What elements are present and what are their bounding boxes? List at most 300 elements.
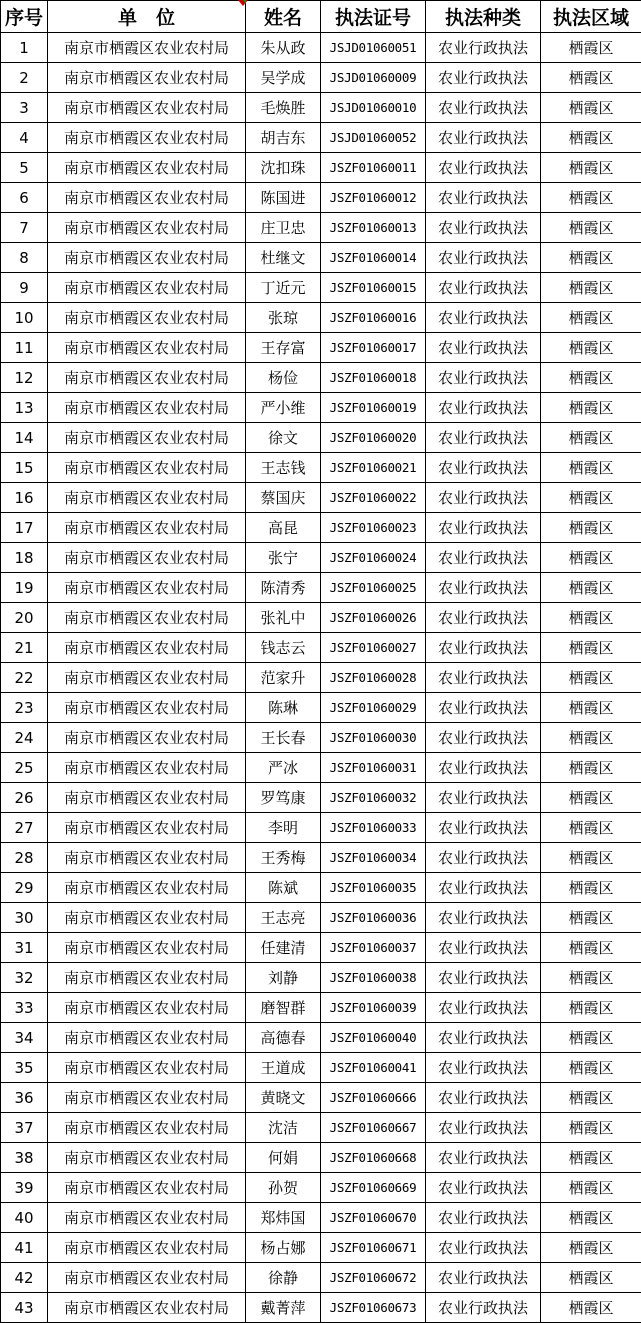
cell-type[interactable]: 农业行政执法	[426, 153, 541, 183]
cell-type[interactable]: 农业行政执法	[426, 333, 541, 363]
cell-index[interactable]: 30	[1, 903, 48, 933]
cell-area[interactable]: 栖霞区	[541, 363, 641, 393]
cell-index[interactable]: 5	[1, 153, 48, 183]
cell-unit[interactable]: 南京市栖霞区农业农村局	[48, 423, 246, 453]
cell-name[interactable]: 磨智群	[246, 993, 321, 1023]
cell-name[interactable]: 刘静	[246, 963, 321, 993]
cell-area[interactable]: 栖霞区	[541, 273, 641, 303]
cell-type[interactable]: 农业行政执法	[426, 1143, 541, 1173]
cell-area[interactable]: 栖霞区	[541, 573, 641, 603]
table-row	[1, 783, 641, 813]
cell-name[interactable]: 朱从政	[246, 33, 321, 63]
cell-cert-no[interactable]: JSZF01060028	[321, 663, 426, 693]
cell-name[interactable]: 丁近元	[246, 273, 321, 303]
cell-unit[interactable]: 南京市栖霞区农业农村局	[48, 1053, 246, 1083]
table-row	[1, 1023, 641, 1053]
cell-type[interactable]: 农业行政执法	[426, 453, 541, 483]
cell-area[interactable]: 栖霞区	[541, 843, 641, 873]
cell-unit[interactable]: 南京市栖霞区农业农村局	[48, 1113, 246, 1143]
table-row	[1, 993, 641, 1023]
cell-area[interactable]: 栖霞区	[541, 333, 641, 363]
cell-flag-icon	[243, 0, 246, 4]
cell-type[interactable]: 农业行政执法	[426, 183, 541, 213]
cell-type[interactable]: 农业行政执法	[426, 93, 541, 123]
cell-cert-no[interactable]: JSZF01060022	[321, 483, 426, 513]
header-name[interactable]: 姓名	[246, 1, 321, 33]
cell-cert-no[interactable]: JSZF01060670	[321, 1203, 426, 1233]
cell-name[interactable]: 王秀梅	[246, 843, 321, 873]
cell-area[interactable]: 栖霞区	[541, 603, 641, 633]
cell-area[interactable]: 栖霞区	[541, 33, 641, 63]
cell-unit[interactable]: 南京市栖霞区农业农村局	[48, 1023, 246, 1053]
cell-area[interactable]: 栖霞区	[541, 813, 641, 843]
cell-type[interactable]: 农业行政执法	[426, 633, 541, 663]
table-row	[1, 93, 641, 123]
cell-area[interactable]: 栖霞区	[541, 423, 641, 453]
table-row	[1, 1293, 641, 1323]
cell-area[interactable]: 栖霞区	[541, 693, 641, 723]
cell-area[interactable]: 栖霞区	[541, 633, 641, 663]
cell-type[interactable]: 农业行政执法	[426, 933, 541, 963]
cell-name[interactable]: 黄晓文	[246, 1083, 321, 1113]
table-row	[1, 663, 641, 693]
table-row	[1, 1083, 641, 1113]
table-row	[1, 1053, 641, 1083]
cell-cert-no[interactable]: JSZF01060030	[321, 723, 426, 753]
cell-area[interactable]: 栖霞区	[541, 1053, 641, 1083]
cell-index[interactable]: 3	[1, 93, 48, 123]
table-row	[1, 453, 641, 483]
cell-index[interactable]: 33	[1, 993, 48, 1023]
cell-cert-no[interactable]: JSZF01060024	[321, 543, 426, 573]
cell-name[interactable]: 任建清	[246, 933, 321, 963]
cell-unit[interactable]: 南京市栖霞区农业农村局	[48, 663, 246, 693]
table-row	[1, 603, 641, 633]
cell-area[interactable]: 栖霞区	[541, 1203, 641, 1233]
cell-name[interactable]: 徐静	[246, 1263, 321, 1293]
cell-area[interactable]: 栖霞区	[541, 393, 641, 423]
cell-area[interactable]: 栖霞区	[541, 513, 641, 543]
cell-type[interactable]: 农业行政执法	[426, 603, 541, 633]
cell-index[interactable]: 17	[1, 513, 48, 543]
cell-index[interactable]: 21	[1, 633, 48, 663]
cell-index[interactable]: 18	[1, 543, 48, 573]
cell-name[interactable]: 李明	[246, 813, 321, 843]
cell-unit[interactable]: 南京市栖霞区农业农村局	[48, 183, 246, 213]
cell-unit[interactable]: 南京市栖霞区农业农村局	[48, 1233, 246, 1263]
cell-name[interactable]: 张宁	[246, 543, 321, 573]
cell-cert-no[interactable]: JSZF01060038	[321, 963, 426, 993]
table-row	[1, 363, 641, 393]
cell-name[interactable]: 严冰	[246, 753, 321, 783]
cell-unit[interactable]: 南京市栖霞区农业农村局	[48, 1293, 246, 1323]
cell-area[interactable]: 栖霞区	[541, 663, 641, 693]
cell-type[interactable]: 农业行政执法	[426, 963, 541, 993]
cell-area[interactable]: 栖霞区	[541, 1233, 641, 1263]
cell-area[interactable]: 栖霞区	[541, 1173, 641, 1203]
cell-area[interactable]: 栖霞区	[541, 933, 641, 963]
table-row	[1, 813, 641, 843]
cell-type[interactable]: 农业行政执法	[426, 303, 541, 333]
table-row	[1, 243, 641, 273]
cell-type[interactable]: 农业行政执法	[426, 1233, 541, 1263]
cell-index[interactable]: 39	[1, 1173, 48, 1203]
cell-index[interactable]: 6	[1, 183, 48, 213]
header-area[interactable]: 执法区域	[541, 1, 641, 33]
cell-cert-no[interactable]: JSZF01060011	[321, 153, 426, 183]
header-unit[interactable]: 单 位	[48, 1, 246, 33]
table-row	[1, 123, 641, 153]
cell-area[interactable]: 栖霞区	[541, 1023, 641, 1053]
cell-index[interactable]: 20	[1, 603, 48, 633]
cell-type[interactable]: 农业行政执法	[426, 513, 541, 543]
cell-area[interactable]: 栖霞区	[541, 93, 641, 123]
cell-index[interactable]: 25	[1, 753, 48, 783]
cell-unit[interactable]: 南京市栖霞区农业农村局	[48, 543, 246, 573]
cell-unit[interactable]: 南京市栖霞区农业农村局	[48, 333, 246, 363]
cell-index[interactable]: 24	[1, 723, 48, 753]
cell-name[interactable]: 杜继文	[246, 243, 321, 273]
cell-name[interactable]: 何娟	[246, 1143, 321, 1173]
cell-area[interactable]: 栖霞区	[541, 453, 641, 483]
cell-name[interactable]: 王志亮	[246, 903, 321, 933]
cell-index[interactable]: 9	[1, 273, 48, 303]
cell-index[interactable]: 42	[1, 1263, 48, 1293]
cell-cert-no[interactable]: JSZF01060036	[321, 903, 426, 933]
cell-area[interactable]: 栖霞区	[541, 303, 641, 333]
cell-index[interactable]: 2	[1, 63, 48, 93]
cell-unit[interactable]: 南京市栖霞区农业农村局	[48, 873, 246, 903]
cell-type[interactable]: 农业行政执法	[426, 783, 541, 813]
cell-type[interactable]: 农业行政执法	[426, 813, 541, 843]
cell-cert-no[interactable]: JSZF01060668	[321, 1143, 426, 1173]
cell-name[interactable]: 蔡国庆	[246, 483, 321, 513]
cell-cert-no[interactable]: JSJD01060051	[321, 33, 426, 63]
header-cert-no[interactable]: 执法证号	[321, 1, 426, 33]
cell-type[interactable]: 农业行政执法	[426, 1053, 541, 1083]
cell-index[interactable]: 26	[1, 783, 48, 813]
cell-index[interactable]: 41	[1, 1233, 48, 1263]
cell-unit[interactable]: 南京市栖霞区农业农村局	[48, 63, 246, 93]
cell-unit[interactable]: 南京市栖霞区农业农村局	[48, 933, 246, 963]
table-row	[1, 903, 641, 933]
table-row	[1, 333, 641, 363]
cell-cert-no[interactable]: JSZF01060031	[321, 753, 426, 783]
cell-area[interactable]: 栖霞区	[541, 783, 641, 813]
cell-cert-no[interactable]: JSZF01060041	[321, 1053, 426, 1083]
cell-type[interactable]: 农业行政执法	[426, 123, 541, 153]
cell-unit[interactable]: 南京市栖霞区农业农村局	[48, 483, 246, 513]
cell-type[interactable]: 农业行政执法	[426, 423, 541, 453]
cell-type[interactable]: 农业行政执法	[426, 993, 541, 1023]
cell-cert-no[interactable]: JSZF01060015	[321, 273, 426, 303]
cell-index[interactable]: 37	[1, 1113, 48, 1143]
cell-name[interactable]: 徐文	[246, 423, 321, 453]
cell-area[interactable]: 栖霞区	[541, 873, 641, 903]
cell-name[interactable]: 王道成	[246, 1053, 321, 1083]
cell-cert-no[interactable]: JSZF01060673	[321, 1293, 426, 1323]
cell-index[interactable]: 29	[1, 873, 48, 903]
cell-area[interactable]: 栖霞区	[541, 183, 641, 213]
cell-name[interactable]: 沈洁	[246, 1113, 321, 1143]
cell-index[interactable]: 40	[1, 1203, 48, 1233]
cell-unit[interactable]: 南京市栖霞区农业农村局	[48, 363, 246, 393]
table-row	[1, 1203, 641, 1233]
cell-unit[interactable]: 南京市栖霞区农业农村局	[48, 33, 246, 63]
cell-type[interactable]: 农业行政执法	[426, 903, 541, 933]
cell-unit[interactable]: 南京市栖霞区农业农村局	[48, 603, 246, 633]
cell-name[interactable]: 陈斌	[246, 873, 321, 903]
cell-unit[interactable]: 南京市栖霞区农业农村局	[48, 93, 246, 123]
cell-cert-no[interactable]: JSZF01060034	[321, 843, 426, 873]
cell-index[interactable]: 28	[1, 843, 48, 873]
cell-name[interactable]: 毛焕胜	[246, 93, 321, 123]
cell-unit[interactable]: 南京市栖霞区农业农村局	[48, 1143, 246, 1173]
cell-cert-no[interactable]: JSZF01060017	[321, 333, 426, 363]
cell-type[interactable]: 农业行政执法	[426, 63, 541, 93]
table-row	[1, 393, 641, 423]
cell-name[interactable]: 沈扣珠	[246, 153, 321, 183]
cell-index[interactable]: 12	[1, 363, 48, 393]
cell-cert-no[interactable]: JSZF01060033	[321, 813, 426, 843]
cell-type[interactable]: 农业行政执法	[426, 573, 541, 603]
cell-area[interactable]: 栖霞区	[541, 1293, 641, 1323]
cell-index[interactable]: 13	[1, 393, 48, 423]
cell-name[interactable]: 王长春	[246, 723, 321, 753]
cell-name[interactable]: 陈清秀	[246, 573, 321, 603]
cell-type[interactable]: 农业行政执法	[426, 243, 541, 273]
cell-area[interactable]: 栖霞区	[541, 753, 641, 783]
table-row	[1, 693, 641, 723]
cell-index[interactable]: 38	[1, 1143, 48, 1173]
cell-unit[interactable]: 南京市栖霞区农业农村局	[48, 573, 246, 603]
cell-cert-no[interactable]: JSZF01060013	[321, 213, 426, 243]
cell-type[interactable]: 农业行政执法	[426, 33, 541, 63]
cell-type[interactable]: 农业行政执法	[426, 753, 541, 783]
cell-unit[interactable]: 南京市栖霞区农业农村局	[48, 243, 246, 273]
cell-unit[interactable]: 南京市栖霞区农业农村局	[48, 783, 246, 813]
table-row	[1, 213, 641, 243]
table-row	[1, 33, 641, 63]
cell-name[interactable]: 郑炜国	[246, 1203, 321, 1233]
cell-cert-no[interactable]: JSZF01060035	[321, 873, 426, 903]
cell-type[interactable]: 农业行政执法	[426, 873, 541, 903]
cell-type[interactable]: 农业行政执法	[426, 843, 541, 873]
cell-cert-no[interactable]: JSZF01060672	[321, 1263, 426, 1293]
cell-name[interactable]: 高德春	[246, 1023, 321, 1053]
cell-index[interactable]: 43	[1, 1293, 48, 1323]
cell-area[interactable]: 栖霞区	[541, 1083, 641, 1113]
cell-type[interactable]: 农业行政执法	[426, 1293, 541, 1323]
cell-name[interactable]: 严小维	[246, 393, 321, 423]
cell-name[interactable]: 戴菁萍	[246, 1293, 321, 1323]
cell-type[interactable]: 农业行政执法	[426, 213, 541, 243]
table-row	[1, 873, 641, 903]
table-row	[1, 1263, 641, 1293]
cell-unit[interactable]: 南京市栖霞区农业农村局	[48, 123, 246, 153]
cell-area[interactable]: 栖霞区	[541, 1113, 641, 1143]
cell-name[interactable]: 杨占娜	[246, 1233, 321, 1263]
cell-index[interactable]: 36	[1, 1083, 48, 1113]
cell-index[interactable]: 7	[1, 213, 48, 243]
cell-unit[interactable]: 南京市栖霞区农业农村局	[48, 453, 246, 483]
cell-unit[interactable]: 南京市栖霞区农业农村局	[48, 303, 246, 333]
cell-index[interactable]: 19	[1, 573, 48, 603]
cell-index[interactable]: 27	[1, 813, 48, 843]
cell-cert-no[interactable]: JSZF01060026	[321, 603, 426, 633]
cell-cert-no[interactable]: JSZF01060025	[321, 573, 426, 603]
table-row	[1, 1143, 641, 1173]
cell-cert-no[interactable]: JSZF01060012	[321, 183, 426, 213]
table-row	[1, 483, 641, 513]
header-type[interactable]: 执法种类	[426, 1, 541, 33]
cell-unit[interactable]: 南京市栖霞区农业农村局	[48, 693, 246, 723]
cell-unit[interactable]: 南京市栖霞区农业农村局	[48, 633, 246, 663]
cell-name[interactable]: 钱志云	[246, 633, 321, 663]
cell-unit[interactable]: 南京市栖霞区农业农村局	[48, 993, 246, 1023]
cell-index[interactable]: 32	[1, 963, 48, 993]
cell-unit[interactable]: 南京市栖霞区农业农村局	[48, 393, 246, 423]
cell-index[interactable]: 14	[1, 423, 48, 453]
table-row	[1, 513, 641, 543]
cell-area[interactable]: 栖霞区	[541, 1143, 641, 1173]
cell-unit[interactable]: 南京市栖霞区农业农村局	[48, 513, 246, 543]
cell-cert-no[interactable]: JSZF01060040	[321, 1023, 426, 1053]
cell-area[interactable]: 栖霞区	[541, 483, 641, 513]
cell-cert-no[interactable]: JSJD01060009	[321, 63, 426, 93]
cell-type[interactable]: 农业行政执法	[426, 483, 541, 513]
cell-name[interactable]: 罗笃康	[246, 783, 321, 813]
cell-cert-no[interactable]: JSZF01060671	[321, 1233, 426, 1263]
cell-name[interactable]: 王存富	[246, 333, 321, 363]
cell-type[interactable]: 农业行政执法	[426, 1023, 541, 1053]
cell-type[interactable]: 农业行政执法	[426, 723, 541, 753]
cell-name[interactable]: 陈琳	[246, 693, 321, 723]
cell-unit[interactable]: 南京市栖霞区农业农村局	[48, 213, 246, 243]
table-row	[1, 153, 641, 183]
cell-unit[interactable]: 南京市栖霞区农业农村局	[48, 153, 246, 183]
cell-index[interactable]: 23	[1, 693, 48, 723]
table-row	[1, 423, 641, 453]
table-row	[1, 723, 641, 753]
cell-name[interactable]: 杨俭	[246, 363, 321, 393]
cell-unit[interactable]: 南京市栖霞区农业农村局	[48, 813, 246, 843]
table-row	[1, 963, 641, 993]
cell-unit[interactable]: 南京市栖霞区农业农村局	[48, 1083, 246, 1113]
cell-name[interactable]: 王志钱	[246, 453, 321, 483]
cell-cert-no[interactable]: JSZF01060667	[321, 1113, 426, 1143]
cell-name[interactable]: 张琼	[246, 303, 321, 333]
cell-cert-no[interactable]: JSZF01060016	[321, 303, 426, 333]
cell-cert-no[interactable]: JSZF01060027	[321, 633, 426, 663]
cell-area[interactable]: 栖霞区	[541, 963, 641, 993]
cell-type[interactable]: 农业行政执法	[426, 1113, 541, 1143]
cell-cert-no[interactable]: JSJD01060052	[321, 123, 426, 153]
cell-index[interactable]: 1	[1, 33, 48, 63]
cell-cert-no[interactable]: JSZF01060018	[321, 363, 426, 393]
table-row	[1, 1233, 641, 1263]
cell-index[interactable]: 10	[1, 303, 48, 333]
cell-name[interactable]: 孙贺	[246, 1173, 321, 1203]
cell-cert-no[interactable]: JSZF01060029	[321, 693, 426, 723]
cell-index[interactable]: 16	[1, 483, 48, 513]
cell-cert-no[interactable]: JSJD01060010	[321, 93, 426, 123]
cell-name[interactable]: 庄卫忠	[246, 213, 321, 243]
cell-unit[interactable]: 南京市栖霞区农业农村局	[48, 723, 246, 753]
cell-index[interactable]: 31	[1, 933, 48, 963]
cell-cert-no[interactable]: JSZF01060037	[321, 933, 426, 963]
cell-area[interactable]: 栖霞区	[541, 903, 641, 933]
cell-area[interactable]: 栖霞区	[541, 153, 641, 183]
cell-index[interactable]: 22	[1, 663, 48, 693]
cell-area[interactable]: 栖霞区	[541, 123, 641, 153]
cell-unit[interactable]: 南京市栖霞区农业农村局	[48, 1203, 246, 1233]
cell-cert-no[interactable]: JSZF01060019	[321, 393, 426, 423]
cell-index[interactable]: 11	[1, 333, 48, 363]
cell-type[interactable]: 农业行政执法	[426, 393, 541, 423]
cell-unit[interactable]: 南京市栖霞区农业农村局	[48, 273, 246, 303]
table-row	[1, 843, 641, 873]
cell-name[interactable]: 吴学成	[246, 63, 321, 93]
cell-unit[interactable]: 南京市栖霞区农业农村局	[48, 963, 246, 993]
cell-cert-no[interactable]: JSZF01060021	[321, 453, 426, 483]
cell-type[interactable]: 农业行政执法	[426, 363, 541, 393]
cell-cert-no[interactable]: JSZF01060014	[321, 243, 426, 273]
cell-name[interactable]: 胡吉东	[246, 123, 321, 153]
cell-type[interactable]: 农业行政执法	[426, 1083, 541, 1113]
table-row	[1, 63, 641, 93]
cell-index[interactable]: 34	[1, 1023, 48, 1053]
table-row	[1, 633, 641, 663]
cell-area[interactable]: 栖霞区	[541, 1263, 641, 1293]
cell-area[interactable]: 栖霞区	[541, 543, 641, 573]
cell-name[interactable]: 范家升	[246, 663, 321, 693]
cell-area[interactable]: 栖霞区	[541, 213, 641, 243]
cell-name[interactable]: 陈国进	[246, 183, 321, 213]
cell-name[interactable]: 高昆	[246, 513, 321, 543]
cell-name[interactable]: 张礼中	[246, 603, 321, 633]
table-row	[1, 1113, 641, 1143]
cell-area[interactable]: 栖霞区	[541, 723, 641, 753]
cell-type[interactable]: 农业行政执法	[426, 1173, 541, 1203]
cell-type[interactable]: 农业行政执法	[426, 1203, 541, 1233]
cell-index[interactable]: 15	[1, 453, 48, 483]
cell-type[interactable]: 农业行政执法	[426, 1263, 541, 1293]
cell-unit[interactable]: 南京市栖霞区农业农村局	[48, 903, 246, 933]
cell-type[interactable]: 农业行政执法	[426, 273, 541, 303]
cell-unit[interactable]: 南京市栖霞区农业农村局	[48, 1173, 246, 1203]
cell-cert-no[interactable]: JSZF01060666	[321, 1083, 426, 1113]
cell-unit[interactable]: 南京市栖霞区农业农村局	[48, 753, 246, 783]
cell-cert-no[interactable]: JSZF01060032	[321, 783, 426, 813]
cell-area[interactable]: 栖霞区	[541, 993, 641, 1023]
cell-index[interactable]: 35	[1, 1053, 48, 1083]
cell-index[interactable]: 8	[1, 243, 48, 273]
cell-type[interactable]: 农业行政执法	[426, 543, 541, 573]
cell-type[interactable]: 农业行政执法	[426, 663, 541, 693]
cell-type[interactable]: 农业行政执法	[426, 693, 541, 723]
cell-area[interactable]: 栖霞区	[541, 63, 641, 93]
cell-unit[interactable]: 南京市栖霞区农业农村局	[48, 1263, 246, 1293]
cell-unit[interactable]: 南京市栖霞区农业农村局	[48, 843, 246, 873]
cell-area[interactable]: 栖霞区	[541, 243, 641, 273]
cell-cert-no[interactable]: JSZF01060020	[321, 423, 426, 453]
header-index[interactable]: 序号	[1, 1, 48, 33]
cell-cert-no[interactable]: JSZF01060039	[321, 993, 426, 1023]
cell-cert-no[interactable]: JSZF01060669	[321, 1173, 426, 1203]
cell-cert-no[interactable]: JSZF01060023	[321, 513, 426, 543]
cell-index[interactable]: 4	[1, 123, 48, 153]
